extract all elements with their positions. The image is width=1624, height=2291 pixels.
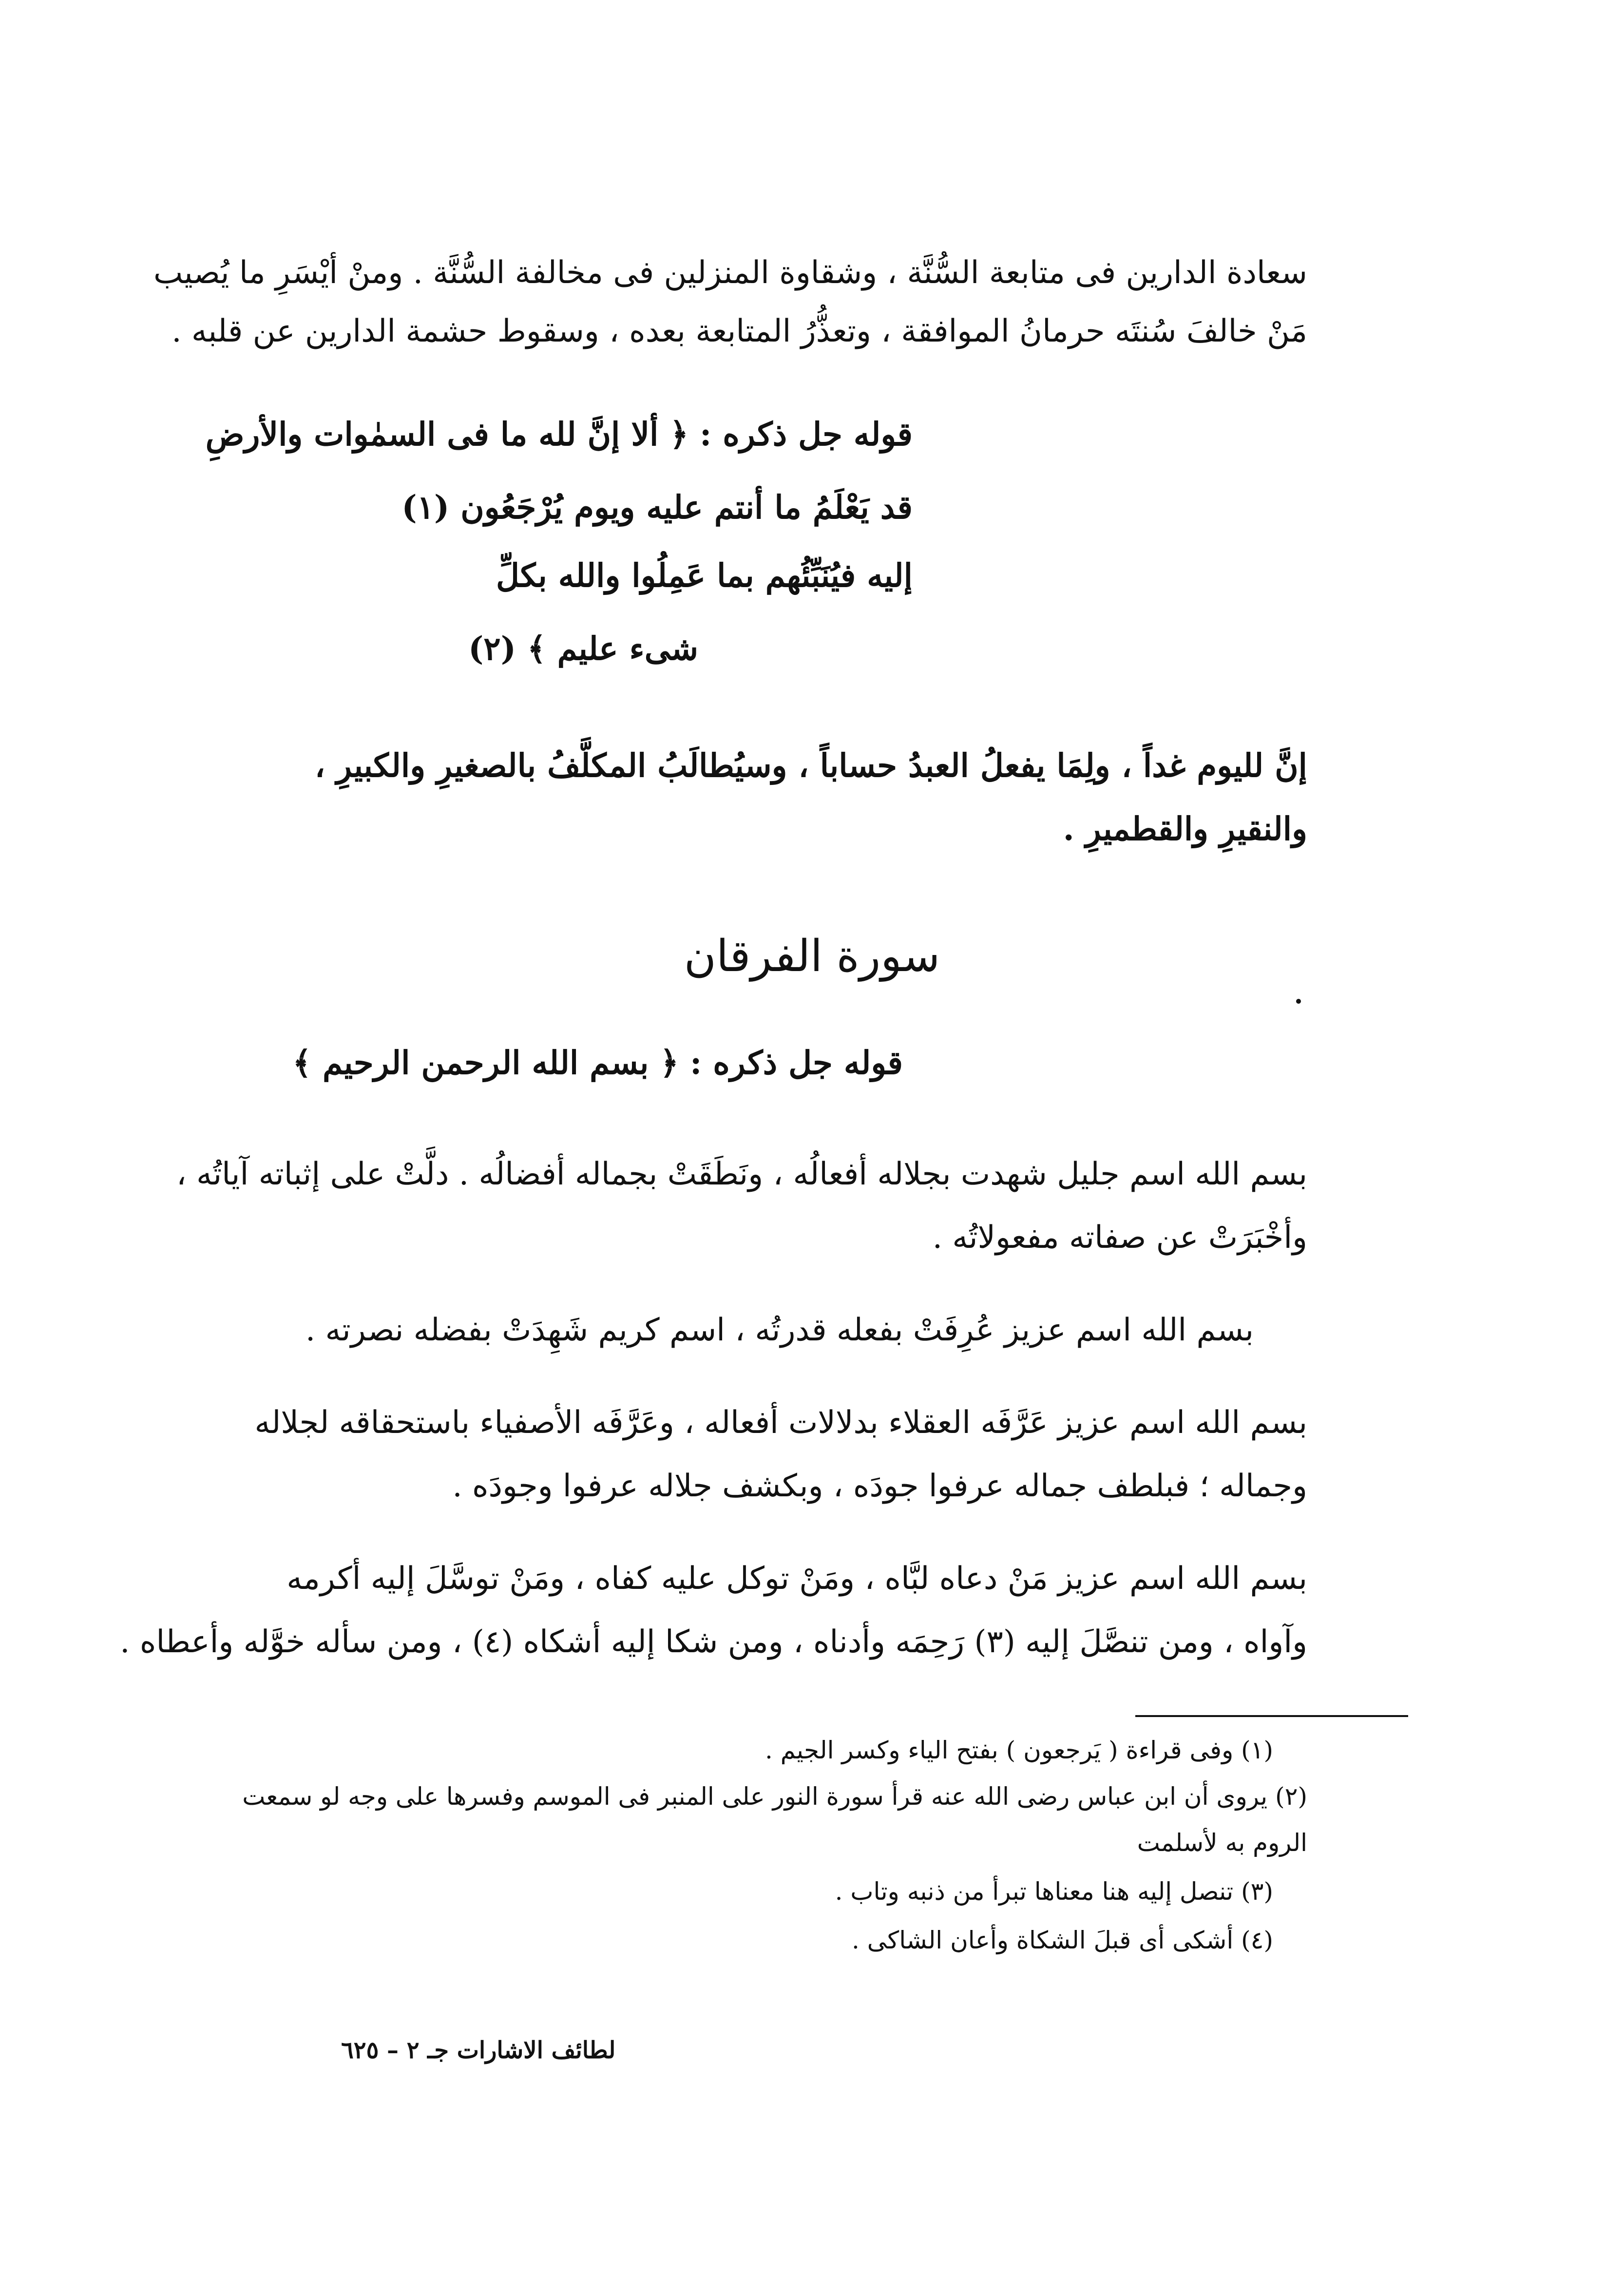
section-title: سورة الفرقان (684, 931, 940, 982)
footnote-1: (١) وفى قراءة ( يَرجعون ) بفتح الياء وكسر الجيم . (764, 1736, 1273, 1764)
paragraph-2-line-1: بسم الله اسم عزيز عُرِفَتْ بفعله قدرتُه ، اسم كريم شَهِدَتْ بفضله نصرته . (305, 1312, 1254, 1348)
page-footer: لطائف الاشارات جـ ٢ – ٦٢٥ (341, 2037, 616, 2064)
verse-1-line-4: شىء عليم ﴾ (٢) (468, 630, 698, 668)
paragraph-1-line-1: بسم الله اسم جليل شهدت بجلاله أفعالُه ، ونَطَقَتْ بجماله أفضالُه . دلَّتْ على إثباته آياتُه ، (176, 1156, 1307, 1192)
paragraph-3-line-2: وجماله ؛ فبلطف جماله عرفوا جودَه ، وبكشف جلاله عرفوا وجودَه . (452, 1468, 1307, 1504)
paragraph-top-line-2: مَنْ خالفَ سُنتَه حرمانُ الموافقة ، وتعذُّرُ المتابعة بعده ، وسقوط حشمة الدارين عن قلبه . (172, 313, 1307, 349)
paragraph-4-line-1: بسم الله اسم عزيز مَنْ دعاه لبَّاه ، ومَنْ توكل عليه كفاه ، ومَنْ توسَّلَ إليه أكرمه (287, 1561, 1307, 1597)
verse-1-line-2: قد يَعْلَمُ ما أنتم عليه ويوم يُرْجَعُون (١) (401, 488, 913, 526)
footnote-separator (1135, 1715, 1408, 1717)
verse-1-line-1: قوله جل ذكره : ﴿ ألا إنَّ لله ما فى السمٰوات والأرضِ (205, 415, 913, 453)
footnote-2: (٢) يروى أن ابن عباس رضى الله عنه قرأ سورة النور على المنبر فى الموسم وفسرها على وجه لو سمعت (242, 1782, 1307, 1811)
stray-dot (1296, 999, 1301, 1004)
paragraph-warning-line-1: إنَّ لليوم غداً ، ولِمَا يفعلُ العبدُ حساباً ، وسيُطالَبُ المكلَّفُ بالصغيرِ والكبيرِ ، (314, 746, 1307, 784)
paragraph-3-line-1: بسم الله اسم عزيز عَرَّفَه العقلاء بدلالات أفعاله ، وعَرَّفَه الأصفياء باستحقاقه لجلاله (254, 1405, 1307, 1441)
verse-1-line-3: إليه فيُنَبِّئُهم بما عَمِلُوا والله بكلِّ (496, 556, 913, 594)
paragraph-4-line-2: وآواه ، ومن تنصَّلَ إليه (٣) رَحِمَه وأدناه ، ومن شكا إليه أشكاه (٤) ، ومن سأله خوَّله وأعطاه . (120, 1624, 1307, 1660)
paragraph-1-line-2: وأخْبَرَتْ عن صفاته مفعولاتُه . (932, 1220, 1307, 1256)
paragraph-warning-line-2: والنقيرِ والقطميرِ . (1063, 810, 1307, 848)
paragraph-top-line-1: سعادة الدارين فى متابعة السُّنَّة ، وشقاوة المنزلين فى مخالفة السُّنَّة . ومنْ أيْسَرِ ما يُصيب (153, 255, 1307, 291)
footnote-2-continuation: الروم به لأسلمت (1137, 1829, 1307, 1857)
basmala-heading: قوله جل ذكره : ﴿ بسم الله الرحمن الرحيم ﴾ (292, 1044, 903, 1082)
footnote-3: (٣) تنصل إليه هنا معناها تبرأ من ذنبه وتاب . (835, 1877, 1273, 1906)
footnote-4: (٤) أشكى أى قبلَ الشكاة وأعان الشاكى . (851, 1926, 1273, 1954)
